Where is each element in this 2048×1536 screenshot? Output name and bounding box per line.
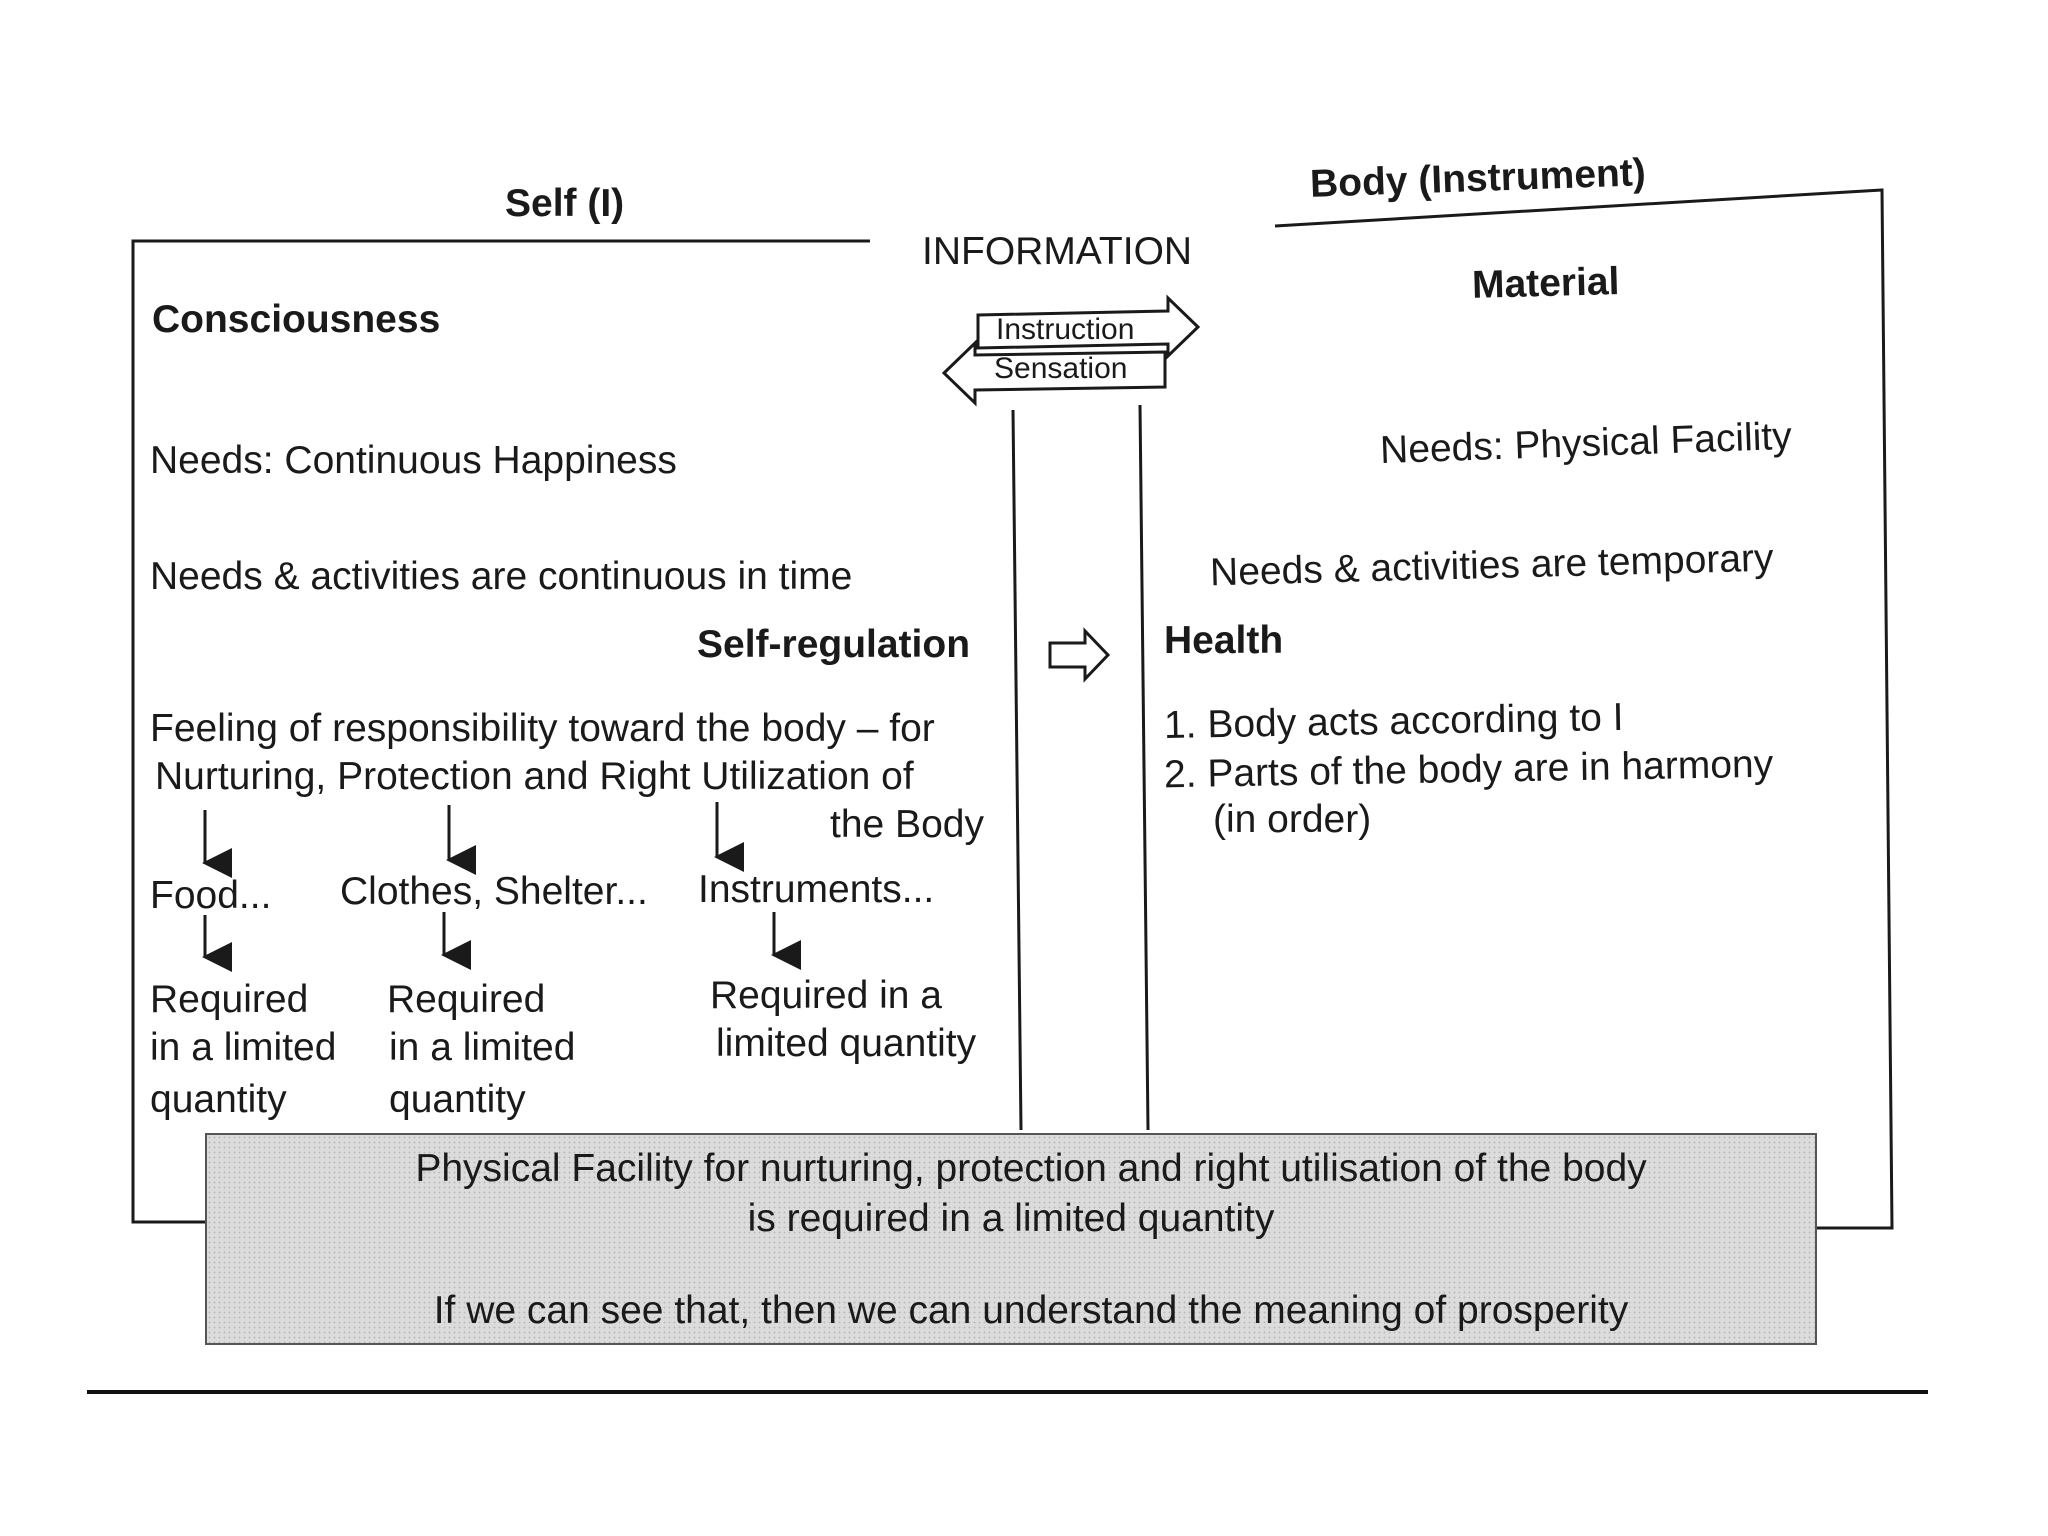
item-food: Food... bbox=[150, 874, 272, 917]
item-instruments: Instruments... bbox=[698, 868, 935, 911]
channel-right-line bbox=[1140, 405, 1148, 1130]
information-label: INFORMATION bbox=[922, 230, 1193, 273]
body-needs: Needs: Physical Facility bbox=[1379, 414, 1793, 473]
body-title: Body (Instrument) bbox=[1309, 151, 1647, 206]
item-clothes-shelter: Clothes, Shelter... bbox=[340, 870, 648, 913]
channel-left-line bbox=[1013, 410, 1021, 1130]
clothes-req-1: Required bbox=[387, 978, 546, 1021]
clothes-req-2: in a limited bbox=[389, 1026, 576, 1069]
clothes-req-3: quantity bbox=[389, 1078, 526, 1121]
summary-line-2: is required in a limited quantity bbox=[747, 1197, 1275, 1240]
feeling-line-3: the Body bbox=[830, 803, 984, 846]
material-heading: Material bbox=[1471, 260, 1620, 307]
instruments-req-1: Required in a bbox=[710, 974, 942, 1017]
health-point-2: 2. Parts of the body are in harmony bbox=[1163, 742, 1774, 797]
feeling-line-1: Feeling of responsibility toward the body – for bbox=[150, 707, 935, 750]
instruction-label: Instruction bbox=[996, 313, 1135, 346]
self-regulation-label: Self-regulation bbox=[697, 623, 971, 666]
food-req-2: in a limited bbox=[150, 1026, 337, 1069]
feeling-line-2: Nurturing, Protection and Right Utilization of bbox=[155, 755, 914, 798]
sensation-label: Sensation bbox=[994, 352, 1128, 385]
self-title: Self (I) bbox=[505, 182, 625, 225]
health-point-3: (in order) bbox=[1213, 798, 1372, 841]
health-point-1: 1. Body acts according to I bbox=[1163, 695, 1624, 748]
food-req-3: quantity bbox=[150, 1078, 287, 1121]
consciousness-heading: Consciousness bbox=[152, 298, 441, 341]
summary-box bbox=[205, 1133, 1817, 1345]
self-regulation-arrow bbox=[1050, 631, 1108, 679]
summary-line-3: If we can see that, then we can understand the meaning of prosperity bbox=[433, 1289, 1629, 1332]
self-activities: Needs & activities are continuous in time bbox=[150, 555, 853, 598]
summary-line-1: Physical Facility for nurturing, protection and right utilisation of the body bbox=[415, 1147, 1647, 1190]
food-req-1: Required bbox=[150, 978, 309, 1021]
self-needs: Needs: Continuous Happiness bbox=[150, 439, 677, 482]
body-activities: Needs & activities are temporary bbox=[1209, 536, 1775, 595]
health-label: Health bbox=[1164, 619, 1284, 662]
instruments-req-2: limited quantity bbox=[716, 1022, 977, 1065]
